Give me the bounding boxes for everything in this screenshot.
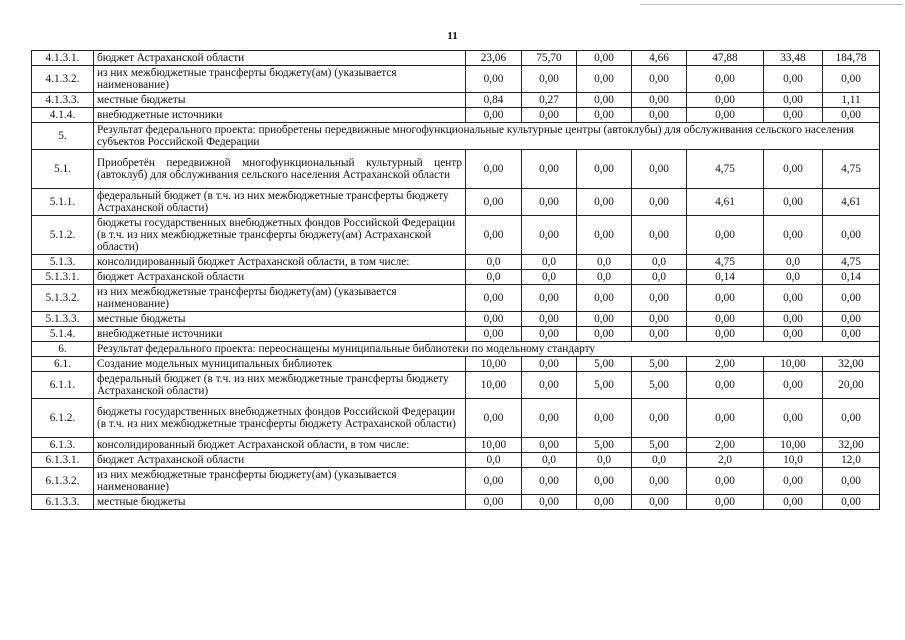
table-row <box>32 108 880 123</box>
value-cell: 0,00 <box>687 285 764 312</box>
row-description: местные бюджеты <box>94 312 466 327</box>
row-code: 5.1.3. <box>32 255 94 270</box>
value-cell: 0,0 <box>466 270 522 285</box>
value-cell: 23,06 <box>466 51 522 66</box>
row-description: бюджеты государственных внебюджетных фондов Российской Федерации (в т.ч. из них межбюджетные трансферты бюджету(ам) Астраханской области) <box>94 216 466 255</box>
value-cell: 5,00 <box>577 357 632 372</box>
value-cell: 10,00 <box>764 357 823 372</box>
value-cell: 0,0 <box>764 270 823 285</box>
value-cell: 0,00 <box>577 93 632 108</box>
value-cell: 0,00 <box>466 108 522 123</box>
value-cell: 0,84 <box>466 93 522 108</box>
value-cell: 0,00 <box>522 438 577 453</box>
table-row <box>32 285 880 312</box>
value-cell: 0,00 <box>764 372 823 399</box>
value-cell: 0,00 <box>522 357 577 372</box>
value-cell-total: 4,75 <box>823 255 880 270</box>
value-cell: 0,00 <box>632 399 687 438</box>
value-cell-total: 0,00 <box>823 399 880 438</box>
section-description: Результат федерального проекта: приобретены передвижные многофункциональные культурные центры (автоклубы) для обслуживания сельского населения субъектов Российской Федерации <box>94 123 880 150</box>
value-cell: 10,0 <box>764 453 823 468</box>
table-row <box>32 468 880 495</box>
value-cell: 0,00 <box>764 399 823 438</box>
value-cell: 0,00 <box>466 66 522 93</box>
value-cell: 0,00 <box>764 150 823 189</box>
value-cell: 47,88 <box>687 51 764 66</box>
value-cell: 4,75 <box>687 255 764 270</box>
row-description: федеральный бюджет (в т.ч. из них межбюджетные трансферты бюджету Астраханской области) <box>94 372 466 399</box>
table-row <box>32 51 880 66</box>
value-cell: 2,00 <box>687 438 764 453</box>
value-cell: 0,00 <box>466 216 522 255</box>
value-cell: 0,00 <box>632 495 687 510</box>
value-cell: 0,00 <box>466 312 522 327</box>
value-cell: 0,00 <box>522 285 577 312</box>
value-cell: 0,0 <box>522 453 577 468</box>
value-cell: 0,00 <box>687 93 764 108</box>
row-code: 4.1.3.3. <box>32 93 94 108</box>
table-row <box>32 312 880 327</box>
value-cell: 0,00 <box>577 495 632 510</box>
table-row <box>32 357 880 372</box>
section-header-row <box>32 123 880 150</box>
row-code: 5.1. <box>32 150 94 189</box>
value-cell: 10,00 <box>466 438 522 453</box>
value-cell: 0,00 <box>577 216 632 255</box>
value-cell: 0,00 <box>764 216 823 255</box>
value-cell: 0,00 <box>577 285 632 312</box>
table-row <box>32 372 880 399</box>
value-cell: 0,00 <box>577 51 632 66</box>
value-cell: 5,00 <box>632 357 687 372</box>
value-cell: 0,0 <box>632 270 687 285</box>
value-cell: 0,00 <box>577 468 632 495</box>
row-code: 4.1.3.1. <box>32 51 94 66</box>
row-code: 5.1.3.2. <box>32 285 94 312</box>
value-cell: 0,00 <box>632 285 687 312</box>
row-code: 5.1.1. <box>32 189 94 216</box>
table-row <box>32 189 880 216</box>
value-cell: 4,75 <box>687 150 764 189</box>
value-cell: 0,00 <box>466 285 522 312</box>
value-cell: 0,00 <box>687 216 764 255</box>
row-code: 5.1.3.1. <box>32 270 94 285</box>
value-cell: 0,00 <box>687 468 764 495</box>
table-row <box>32 255 880 270</box>
value-cell: 0,0 <box>522 255 577 270</box>
table-row <box>32 150 880 189</box>
row-code: 6. <box>32 342 94 357</box>
value-cell: 4,66 <box>632 51 687 66</box>
value-cell: 0,0 <box>577 255 632 270</box>
row-description: внебюджетные источники <box>94 108 466 123</box>
value-cell: 0,00 <box>466 399 522 438</box>
value-cell-total: 32,00 <box>823 438 880 453</box>
value-cell: 0,00 <box>577 312 632 327</box>
value-cell: 2,0 <box>687 453 764 468</box>
value-cell: 0,00 <box>466 468 522 495</box>
table-row <box>32 495 880 510</box>
value-cell-total: 0,00 <box>823 312 880 327</box>
value-cell: 0,00 <box>687 399 764 438</box>
value-cell: 0,00 <box>522 216 577 255</box>
row-code: 5.1.3.3. <box>32 312 94 327</box>
value-cell: 0,00 <box>632 327 687 342</box>
value-cell: 0,00 <box>764 66 823 93</box>
value-cell: 5,00 <box>577 372 632 399</box>
value-cell: 0,0 <box>632 255 687 270</box>
row-description: бюджет Астраханской области <box>94 270 466 285</box>
value-cell: 0,00 <box>632 216 687 255</box>
value-cell: 0,00 <box>764 312 823 327</box>
value-cell-total: 12,0 <box>823 453 880 468</box>
value-cell: 0,00 <box>687 372 764 399</box>
row-code: 6.1.3.2. <box>32 468 94 495</box>
value-cell: 0,00 <box>522 399 577 438</box>
value-cell-total: 0,00 <box>823 108 880 123</box>
value-cell: 0,00 <box>764 468 823 495</box>
value-cell: 0,00 <box>466 189 522 216</box>
value-cell-total: 0,00 <box>823 327 880 342</box>
value-cell: 0,0 <box>577 453 632 468</box>
row-description: бюджеты государственных внебюджетных фондов Российской Федерации (в т.ч. из них межбюджетные трансферты бюджету Астраханской области) <box>94 399 466 438</box>
value-cell: 0,00 <box>764 93 823 108</box>
value-cell: 0,00 <box>687 495 764 510</box>
row-description: из них межбюджетные трансферты бюджету(ам) (указывается наименование) <box>94 468 466 495</box>
value-cell: 0,14 <box>687 270 764 285</box>
value-cell: 10,00 <box>466 357 522 372</box>
value-cell: 0,0 <box>577 270 632 285</box>
row-code: 6.1.3.1. <box>32 453 94 468</box>
value-cell-total: 0,00 <box>823 495 880 510</box>
value-cell: 0,00 <box>632 93 687 108</box>
value-cell: 0,00 <box>577 108 632 123</box>
value-cell-total: 0,00 <box>823 285 880 312</box>
value-cell: 0,00 <box>632 66 687 93</box>
value-cell: 0,00 <box>632 108 687 123</box>
row-description: консолидированный бюджет Астраханской области, в том числе: <box>94 438 466 453</box>
value-cell: 0,00 <box>632 468 687 495</box>
value-cell: 0,00 <box>522 108 577 123</box>
value-cell: 0,0 <box>764 255 823 270</box>
value-cell: 0,00 <box>522 312 577 327</box>
value-cell: 0,00 <box>522 468 577 495</box>
value-cell: 10,00 <box>764 438 823 453</box>
section-description: Результат федерального проекта: переоснащены муниципальные библиотеки по модельному стандарту <box>94 342 880 357</box>
value-cell: 0,00 <box>687 66 764 93</box>
value-cell: 2,00 <box>687 357 764 372</box>
row-description: Создание модельных муниципальных библиотек <box>94 357 466 372</box>
value-cell: 0,00 <box>764 189 823 216</box>
value-cell-total: 1,11 <box>823 93 880 108</box>
value-cell: 0,00 <box>577 327 632 342</box>
row-code: 6.1.2. <box>32 399 94 438</box>
row-description: местные бюджеты <box>94 93 466 108</box>
value-cell-total: 20,00 <box>823 372 880 399</box>
value-cell: 0,00 <box>522 495 577 510</box>
row-description: консолидированный бюджет Астраханской области, в том числе: <box>94 255 466 270</box>
value-cell-total: 0,00 <box>823 468 880 495</box>
value-cell: 0,00 <box>522 372 577 399</box>
table-row <box>32 66 880 93</box>
value-cell: 0,00 <box>577 399 632 438</box>
table-row <box>32 327 880 342</box>
value-cell: 0,27 <box>522 93 577 108</box>
row-description: внебюджетные источники <box>94 327 466 342</box>
value-cell-total: 4,75 <box>823 150 880 189</box>
row-code: 5.1.4. <box>32 327 94 342</box>
value-cell: 0,00 <box>764 327 823 342</box>
row-description: федеральный бюджет (в т.ч. из них межбюджетные трансферты бюджету Астраханской области) <box>94 189 466 216</box>
value-cell: 0,00 <box>764 108 823 123</box>
value-cell: 5,00 <box>577 438 632 453</box>
value-cell: 0,00 <box>577 66 632 93</box>
value-cell: 0,0 <box>466 255 522 270</box>
row-code: 5. <box>32 123 94 150</box>
value-cell: 0,00 <box>466 150 522 189</box>
value-cell-total: 0,00 <box>823 216 880 255</box>
value-cell: 0,00 <box>632 189 687 216</box>
table-row <box>32 93 880 108</box>
value-cell: 0,00 <box>687 312 764 327</box>
value-cell: 10,00 <box>466 372 522 399</box>
value-cell: 75,70 <box>522 51 577 66</box>
row-description: Приобретён передвижной многофункциональный культурный центр (автоклуб) для обслуживания сельского населения Астраханской области <box>94 150 466 189</box>
value-cell: 0,00 <box>632 150 687 189</box>
value-cell: 0,00 <box>522 189 577 216</box>
row-code: 6.1.3. <box>32 438 94 453</box>
table-row <box>32 438 880 453</box>
budget-table <box>31 50 880 510</box>
value-cell: 0,00 <box>764 285 823 312</box>
value-cell-total: 0,14 <box>823 270 880 285</box>
value-cell: 33,48 <box>764 51 823 66</box>
value-cell-total: 0,00 <box>823 66 880 93</box>
value-cell: 0,00 <box>687 108 764 123</box>
row-description: из них межбюджетные трансферты бюджету(ам) (указывается наименование) <box>94 285 466 312</box>
row-code: 6.1. <box>32 357 94 372</box>
row-code: 6.1.1. <box>32 372 94 399</box>
table-row <box>32 216 880 255</box>
top-rule <box>640 4 902 5</box>
table-row <box>32 453 880 468</box>
value-cell-total: 184,78 <box>823 51 880 66</box>
value-cell: 0,00 <box>522 66 577 93</box>
row-description: бюджет Астраханской области <box>94 51 466 66</box>
section-header-row <box>32 342 880 357</box>
value-cell: 0,00 <box>466 495 522 510</box>
value-cell: 0,0 <box>522 270 577 285</box>
row-code: 4.1.3.2. <box>32 66 94 93</box>
row-code: 4.1.4. <box>32 108 94 123</box>
value-cell: 0,00 <box>466 327 522 342</box>
value-cell: 0,0 <box>632 453 687 468</box>
row-description: из них межбюджетные трансферты бюджету(ам) (указывается наименование) <box>94 66 466 93</box>
value-cell: 0,00 <box>522 327 577 342</box>
value-cell: 0,00 <box>577 150 632 189</box>
page-number: 11 <box>447 30 458 42</box>
table-row <box>32 270 880 285</box>
value-cell: 4,61 <box>687 189 764 216</box>
value-cell-total: 32,00 <box>823 357 880 372</box>
value-cell: 5,00 <box>632 372 687 399</box>
value-cell: 0,00 <box>577 189 632 216</box>
value-cell: 0,00 <box>522 150 577 189</box>
value-cell: 0,00 <box>687 327 764 342</box>
value-cell: 5,00 <box>632 438 687 453</box>
row-description: местные бюджеты <box>94 495 466 510</box>
row-description: бюджет Астраханской области <box>94 453 466 468</box>
value-cell: 0,0 <box>466 453 522 468</box>
row-code: 6.1.3.3. <box>32 495 94 510</box>
table-row <box>32 399 880 438</box>
row-code: 5.1.2. <box>32 216 94 255</box>
value-cell-total: 4,61 <box>823 189 880 216</box>
value-cell: 0,00 <box>764 495 823 510</box>
value-cell: 0,00 <box>632 312 687 327</box>
